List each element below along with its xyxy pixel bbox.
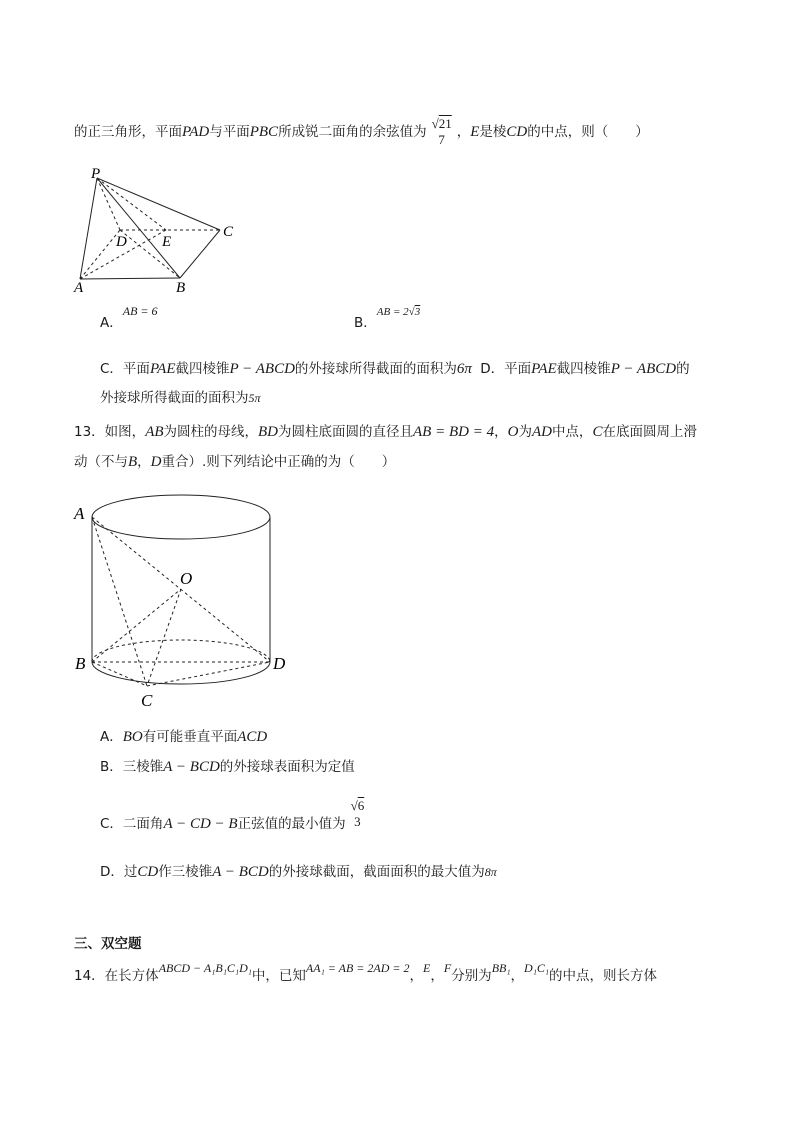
label-C: C [223,224,234,240]
q12-stem: 的正三角形，平面PAD与平面PBC所成锐二面角的余弦值为 √21 7 ，E是棱CD的中点，则（ ） [74,116,649,147]
cosine-fraction: √21 7 [431,116,452,147]
label-D: D [273,654,286,673]
label-B: B [75,654,86,673]
label-E: E [162,234,172,250]
q12-option-a: A．AB = 6 [100,304,158,331]
q12-option-b: B．$^{AB = 2√3}$ [354,306,421,331]
cylinder-figure [70,490,310,715]
q13-option-d: D．过CD作三棱锥A − BCD的外接球截面，截面面积的最大值为8π [100,864,497,880]
label-A: A [74,280,84,294]
label-A: A [74,504,85,523]
min-sine-fraction: √6 3 [350,798,365,829]
label-C: C [141,691,153,710]
section-heading: 三、双空题 [74,936,142,952]
pyramid-figure [70,164,250,294]
q13-option-b: B．三棱锥A − BCD的外接球表面积为定值 [100,759,355,775]
q12-option-d-cont: 外接球所得截面的面积为5π [100,390,261,406]
q12-option-c: C．平面PAE截四棱锥P − ABCD的外接球所得截面的面积为6π D．平面PAE截四棱锥P − ABCD的 [100,361,690,377]
label-D: D [116,234,127,250]
label-P: P [91,166,101,182]
q13-stem-line2: 动（不与B，D重合）.则下列结论中正确的为（ ） [74,454,396,470]
q13-option-c: C．二面角A − CD − B正弦值的最小值为 √6 3 [100,798,365,832]
q13-option-a: A．BO有可能垂直平面ACD [100,729,268,745]
label-O: O [180,569,193,588]
q14-stem: 14．在长方体ABCD − A₁B₁C₁D₁中，已知AA₁ = AB = 2AD = 2，E，F分别为BB₁，D₁C₁的中点，则长方体 [74,961,658,984]
q13-stem-line1: 13．如图，AB为圆柱的母线，BD为圆柱底面圆的直径且AB = BD = 4，O为AD中点，C在底面圆周上滑 [74,424,697,440]
label-B: B [176,280,186,294]
